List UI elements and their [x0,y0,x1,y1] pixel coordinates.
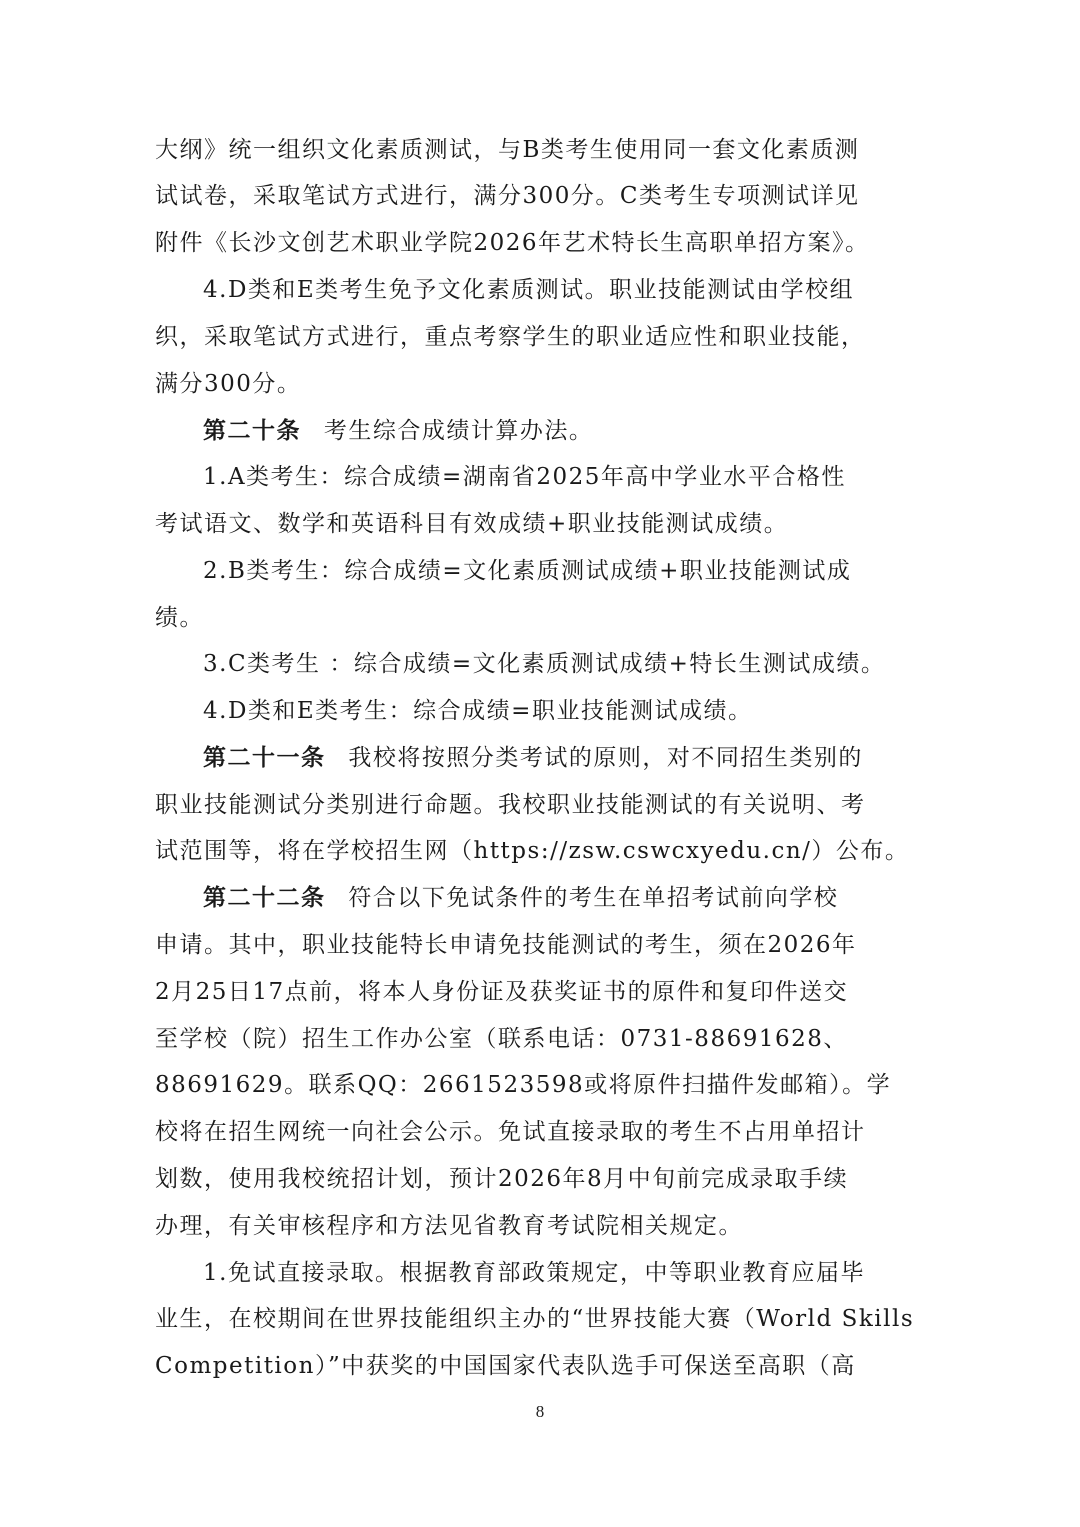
body-line: Competition）”中获奖的中国国家代表队选手可保送至高职（高 [155,1353,856,1379]
body-line: 办理，有关审核程序和方法见省教育考试院相关规定。 [155,1213,743,1239]
article-text: 我校将按照分类考试的原则，对不同招生类别的 [348,745,863,771]
article-heading: 第二十条 [203,417,301,444]
article-text: 考生综合成绩计算办法。 [323,418,594,444]
body-line: 申请。其中，职业技能特长申请免技能测试的考生，须在2026年 [155,932,857,958]
body-line: 4.D类和E类考生：综合成绩=职业技能测试成绩。 [203,698,753,724]
article-20-paragraph [203,416,593,446]
body-line: 满分300分。 [155,371,302,397]
body-line: 3.C类考生 ：综合成绩=文化素质测试成绩+特长生测试成绩。 [203,651,886,677]
page-number: 8 [535,1402,545,1421]
article-22-paragraph [203,883,838,913]
body-line: 试范围等，将在学校招生网（https://zsw.cswcxyedu.cn/）公布。 [155,838,910,864]
article-21-paragraph [203,743,863,773]
body-line: 划数，使用我校统招计划，预计2026年8月中旬前完成录取手续 [155,1166,849,1192]
body-line: 1.A类考生：综合成绩=湖南省2025年高中学业水平合格性 [203,464,846,490]
body-line: 织，采取笔试方式进行，重点考察学生的职业适应性和职业技能， [155,324,866,350]
article-heading: 第二十二条 [203,884,326,911]
body-line: 2月25日17点前，将本人身份证及获奖证书的原件和复印件送交 [155,979,849,1005]
body-line: 4.D类和E类考生免予文化素质测试。职业技能测试由学校组 [203,277,855,303]
article-heading: 第二十一条 [203,744,326,771]
body-line: 绩。 [155,605,204,631]
body-line: 试试卷，采取笔试方式进行，满分300分。C类考生专项测试详见 [155,183,860,209]
body-line: 88691629。联系QQ：2661523598或将原件扫描件发邮箱）。学 [155,1072,892,1098]
body-line: 业生，在校期间在世界技能组织主办的“世界技能大赛（World Skills [155,1306,915,1332]
body-line: 至学校（院）招生工作办公室（联系电话：0731-88691628、 [155,1026,848,1052]
body-line: 2.B类考生：综合成绩=文化素质测试成绩+职业技能测试成 [203,558,852,584]
body-line: 1.免试直接录取。根据教育部政策规定，中等职业教育应届毕 [203,1260,865,1286]
body-line: 考试语文、数学和英语科目有效成绩+职业技能测试成绩。 [155,511,789,537]
article-text: 符合以下免试条件的考生在单招考试前向学校 [348,885,839,911]
body-line: 附件《长沙文创艺术职业学院2026年艺术特长生高职单招方案》。 [155,230,870,256]
body-line: 职业技能测试分类别进行命题。我校职业技能测试的有关说明、考 [155,792,866,818]
body-line: 大纲》统一组织文化素质测试，与B类考生使用同一套文化素质测 [155,137,860,163]
body-line: 校将在招生网统一向社会公示。免试直接录取的考生不占用单招计 [155,1119,866,1145]
